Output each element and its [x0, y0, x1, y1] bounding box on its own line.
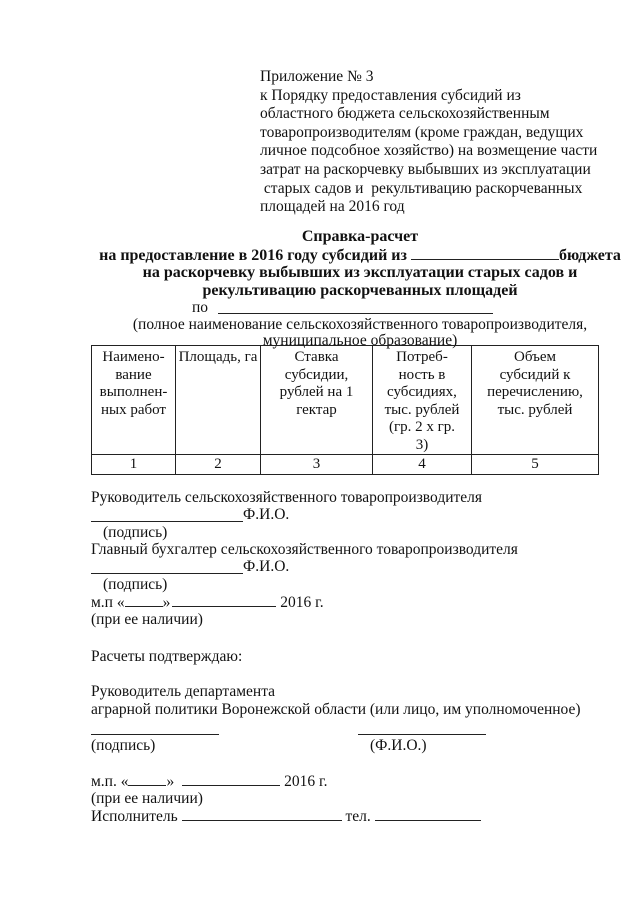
executor-line — [91, 808, 481, 826]
document-title: Справка-расчет — [301, 228, 419, 245]
table-number-row — [92, 455, 599, 475]
executor-label: Исполнитель — [91, 808, 178, 825]
mp2-prefix: м.п. « — [91, 773, 129, 790]
dept-sign-caption: (подпись) — [91, 737, 156, 754]
column-header-text: Площадь, га — [178, 349, 258, 365]
day-blank-2 — [128, 773, 166, 786]
accountant-fio: Ф.И.О. — [243, 558, 290, 575]
column-number: 4 — [373, 455, 472, 475]
stamp-date-line-2 — [91, 773, 327, 791]
budget-blank-line — [411, 246, 559, 260]
mp-quote-close: » — [162, 594, 171, 611]
po-label: по — [192, 299, 209, 316]
column-header-text: Ставка субсидии, рублей на 1 гектар — [279, 349, 354, 418]
appendix-line: товаропроизводителям (кроме граждан, ведущих — [260, 123, 584, 141]
year-text: 2016 г. — [280, 594, 324, 611]
appendix-line: затрат на раскорчевку выбывших из эксплуатации — [260, 160, 591, 178]
subsidy-table — [91, 345, 599, 475]
column-header-text: Потреб- ность в субсидиях, тыс. рублей (гр. 2 х гр. 3) — [384, 349, 460, 453]
column-number: 2 — [176, 455, 261, 475]
column-number: 1 — [92, 455, 176, 475]
appendix-block — [260, 68, 597, 217]
tel-blank — [375, 808, 481, 821]
month-blank-2 — [182, 773, 280, 786]
appendix-line: площадей на 2016 год — [260, 198, 405, 216]
subtitle-line-1 — [80, 246, 640, 265]
stamp-date-line — [91, 594, 324, 612]
head-signature-line — [91, 521, 243, 522]
accountant-sign-caption: (подпись) — [103, 576, 168, 593]
stamp-if-any: (при ее наличии) — [91, 611, 203, 628]
subtitle-line-1-post: бюджета — [558, 247, 621, 264]
subtitle-line-2: на раскорчевку выбывших из эксплуатации старых садов и — [142, 264, 578, 281]
head-fio: Ф.И.О. — [243, 506, 290, 523]
appendix-line: к Порядку предоставления субсидий из — [260, 86, 521, 104]
appendix-line: старых садов и рекультивацию раскорчеванных — [260, 179, 583, 197]
column-header — [373, 346, 472, 455]
dept-signature-line — [91, 734, 219, 735]
appendix-line: Приложение № 3 — [260, 68, 374, 85]
column-header-text: Объем субсидий к перечислению, тыс. рублей — [487, 349, 583, 418]
accountant-title: Главный бухгалтер сельскохозяйственного товаропроизводителя — [91, 541, 518, 558]
dept-head-line-2: аграрной политики Воронежской области (или лицо, им уполномоченное) — [91, 701, 581, 718]
month-blank — [172, 594, 276, 607]
mp-prefix: м.п « — [91, 594, 125, 611]
producer-note-1: (полное наименование сельскохозяйственного товаропроизводителя, — [132, 316, 588, 333]
dept-head-line-1: Руководитель департамента — [91, 683, 276, 700]
mp2-quote-close: » — [166, 773, 175, 790]
day-blank — [125, 594, 163, 607]
column-number: 3 — [261, 455, 373, 475]
appendix-line: областного бюджета сельскохозяйственным — [260, 105, 550, 123]
column-header — [92, 346, 176, 455]
dept-fio-line — [358, 734, 486, 735]
tel-label: тел. — [345, 808, 371, 825]
head-sign-caption: (подпись) — [103, 524, 168, 541]
confirm-text: Расчеты подтверждаю: — [91, 648, 243, 665]
executor-blank — [182, 808, 342, 821]
year-text-2: 2016 г. — [284, 773, 328, 790]
column-number: 5 — [472, 455, 599, 475]
stamp-if-any-2: (при ее наличии) — [91, 790, 203, 807]
column-header — [176, 346, 261, 455]
producer-name-line — [218, 313, 493, 314]
head-title: Руководитель сельскохозяйственного товаропроизводителя — [91, 489, 483, 506]
table-header-row — [92, 346, 599, 455]
accountant-signature-line — [91, 573, 243, 574]
column-header — [261, 346, 373, 455]
column-header — [472, 346, 599, 455]
subtitle-line-3: рекультивацию раскорчеванных площадей — [202, 282, 518, 299]
producer-note-2: муниципальное образование) — [262, 332, 458, 349]
subtitle-line-1-pre: на предоставление в 2016 году субсидий из — [99, 247, 407, 264]
column-header-text: Наимено- вание выполнен- ных работ — [99, 349, 168, 418]
dept-fio-caption: (Ф.И.О.) — [370, 737, 427, 754]
appendix-line: личное подсобное хозяйство) на возмещение части — [260, 142, 598, 160]
